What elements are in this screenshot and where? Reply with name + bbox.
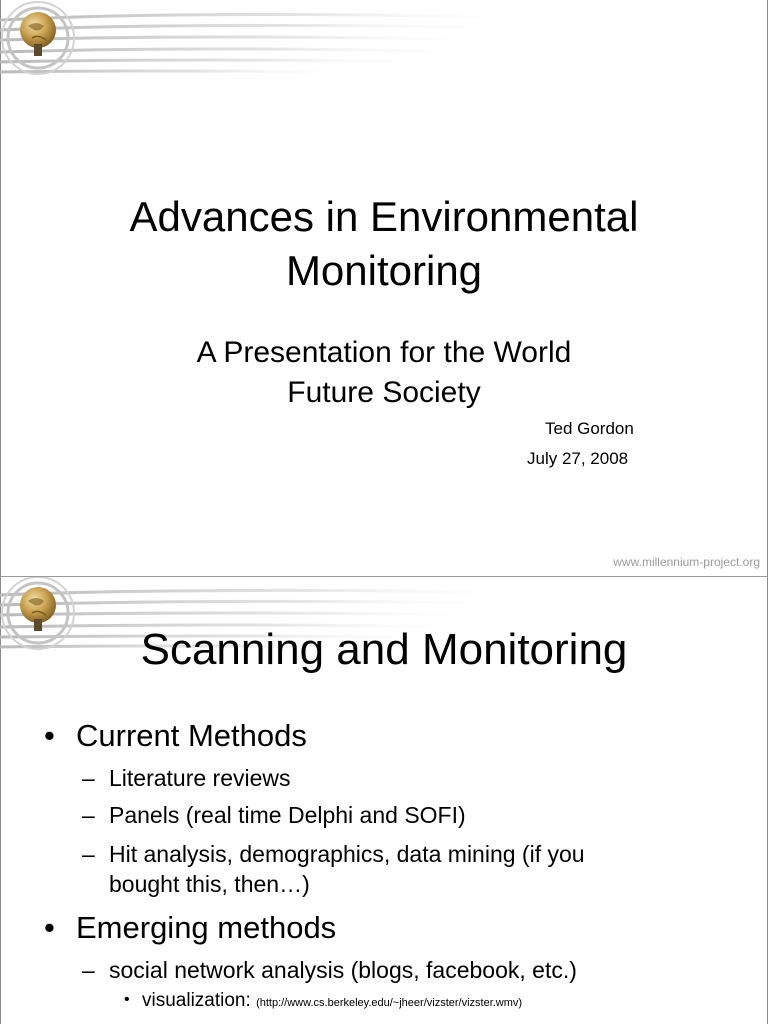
globe-labyrinth-logo-icon bbox=[0, 0, 560, 95]
vizster-link[interactable]: (http://www.cs.berkeley.edu/~jheer/vizster/vizster.wmv) bbox=[256, 997, 523, 1009]
slide-title: Scanning and Monitoring bbox=[140, 625, 628, 674]
sub-item-text: Literature reviews bbox=[109, 765, 291, 791]
bullet-text: Current Methods bbox=[76, 718, 307, 753]
bullet-icon: • bbox=[124, 991, 130, 1008]
sub-item-text: social network analysis (blogs, facebook, etc.) bbox=[109, 957, 577, 983]
author-name: Ted Gordon bbox=[545, 419, 634, 438]
sub-item-text: bought this, then…) bbox=[109, 871, 310, 897]
slide-subtitle bbox=[0, 333, 768, 413]
content-slide bbox=[0, 577, 768, 1024]
footer-url: www.millennium-project.org bbox=[613, 555, 760, 569]
slide-subtitle-line-1: A Presentation for the World bbox=[196, 336, 572, 369]
visualization-label: visualization: bbox=[142, 990, 251, 1011]
slide-title bbox=[0, 190, 768, 298]
sub-item-text: Hit analysis, demographics, data mining (if you bbox=[109, 841, 585, 867]
slide-subtitle-line-2: Future Society bbox=[287, 376, 481, 409]
bullet-icon: • bbox=[44, 910, 55, 945]
slide-title-line-1: Advances in Environmental bbox=[129, 193, 639, 240]
dash-icon: – bbox=[82, 802, 95, 828]
slide-title-line-2: Monitoring bbox=[285, 247, 483, 294]
dash-icon: – bbox=[82, 841, 95, 867]
dash-icon: – bbox=[82, 957, 95, 983]
bullet-icon: • bbox=[44, 718, 55, 753]
sub-sub-item-text bbox=[142, 989, 522, 1015]
bullet-text: Emerging methods bbox=[76, 910, 337, 945]
dash-icon: – bbox=[82, 765, 95, 791]
sub-item-text: Panels (real time Delphi and SOFI) bbox=[109, 802, 466, 828]
presentation-date: July 27, 2008 bbox=[527, 449, 629, 468]
